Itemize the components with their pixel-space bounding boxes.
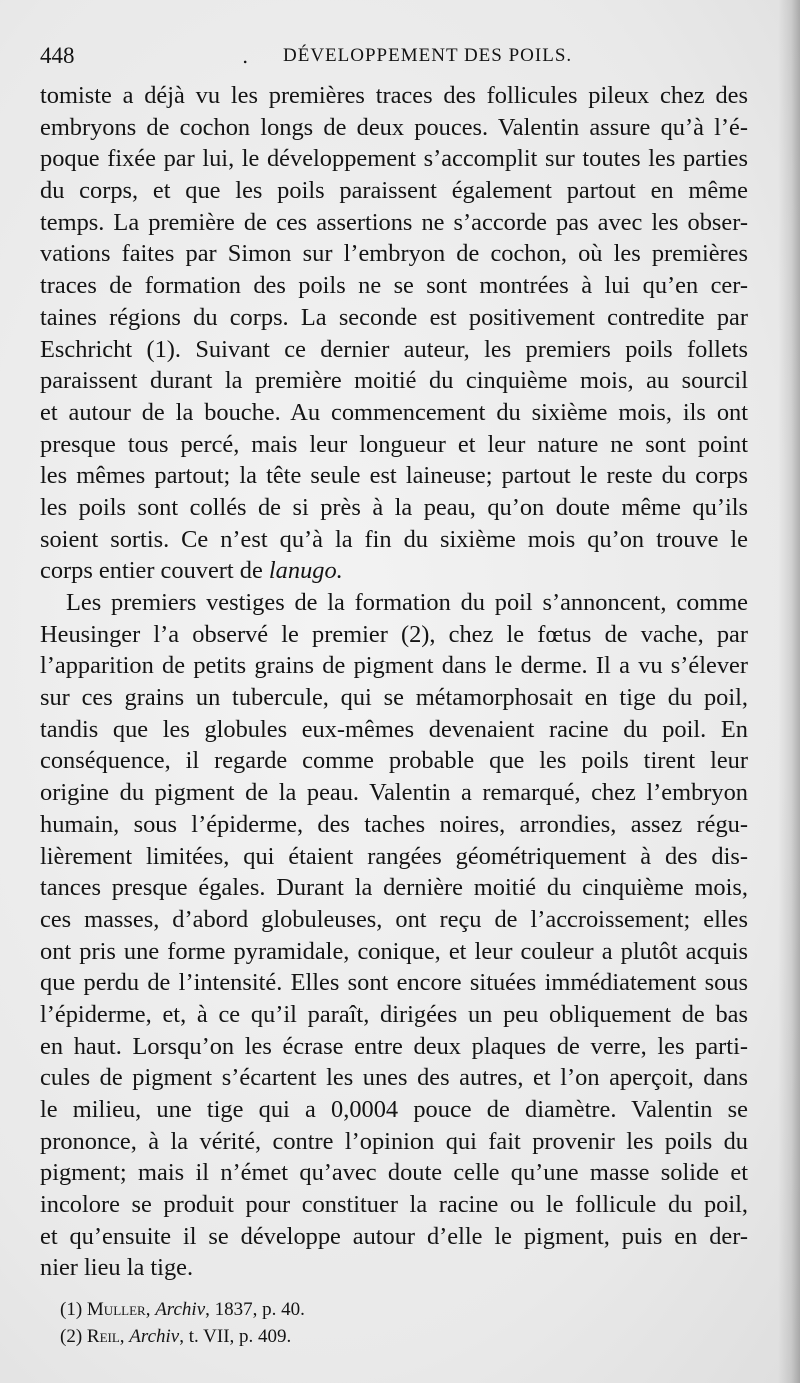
text-line: poque fixée par lui, le développement s’accomplit sur toutes les parties <box>40 145 748 173</box>
text-line: les mêmes partout; la tête seule est laineuse; partout le reste du corps <box>40 462 748 490</box>
text-line: les poils sont collés de si près à la peau, qu’on doute même qu’ils <box>40 493 748 521</box>
text-line: lièrement limitées, qui étaient rangées géométriquement à des dis- <box>40 842 748 870</box>
text-line: tandis que les globules eux-mêmes devenaient racine du poil. En <box>40 715 748 743</box>
page-number: 448 <box>40 43 75 68</box>
text-line: Eschricht (1). Suivant ce dernier auteur, les premiers poils follets <box>40 335 748 363</box>
footnote-journal: Archiv <box>155 1299 206 1320</box>
paragraph-start-line: Les premiers vestiges de la formation du poil s’annoncent, comme <box>66 589 748 616</box>
footnote-author: Muller <box>86 1299 146 1320</box>
text-line: taines régions du corps. La seconde est positivement contredite par <box>40 303 748 331</box>
footnote-journal: Archiv <box>129 1326 180 1347</box>
paragraph-end-line: nier lieu la tige. <box>40 1254 194 1282</box>
text-line: en haut. Lorsqu’on les écrase entre deux plaques de verre, les parti- <box>40 1032 748 1060</box>
paragraph-end-line <box>40 555 748 587</box>
footnote-marker: (2) <box>60 1326 83 1347</box>
text-line: Heusinger l’a observé le premier (2), chez le fœtus de vache, par <box>40 620 748 648</box>
text-line: humain, sous l’épiderme, des taches noires, arrondies, assez régu- <box>40 810 748 838</box>
spine-shadow <box>778 0 800 1383</box>
footnote-separator: , <box>145 1299 151 1320</box>
text-line: et qu’ensuite il se développe autour d’elle le pigment, puis en der- <box>40 1222 748 1250</box>
text-line: soient sortis. Ce n’est qu’à la fin du sixième mois qu’on trouve le <box>40 525 748 553</box>
text-line: vations faites par Simon sur l’embryon de cochon, où les premières <box>40 240 748 268</box>
text-line: ont pris une forme pyramidale, conique, et leur couleur a plutôt acquis <box>40 937 748 965</box>
text-line: et autour de la bouche. Au commencement du sixième mois, ils ont <box>40 398 748 426</box>
footnote-author: Reil <box>86 1326 120 1347</box>
running-title: DÉVELOPPEMENT DES POILS. <box>283 45 573 66</box>
text-line: traces de formation des poils ne se sont montrées à lui qu’en cer- <box>40 272 748 300</box>
page-header <box>40 38 760 74</box>
text-line: tances presque égales. Durant la dernière moitié du cinquième mois, <box>40 874 748 902</box>
footnote-2 <box>60 1323 660 1350</box>
text-line: temps. La première de ces assertions ne s’accorde pas avec les obser- <box>40 208 748 236</box>
footnote-citation: , 1837, p. 40. <box>205 1299 305 1320</box>
text-line: le milieu, une tige qui a 0,0004 pouce de diamètre. Valentin se <box>40 1096 748 1123</box>
footnote-citation: , t. VII, p. 409. <box>179 1326 292 1347</box>
footnote-marker: (1) <box>60 1299 83 1320</box>
text-line: corps entier couvert de <box>40 557 269 585</box>
text-line: l’apparition de petits grains de pigment dans le derme. Il a vu s’élever <box>40 652 748 680</box>
text-line: pigment; mais il n’émet qu’avec doute celle qu’une masse solide et <box>40 1159 748 1187</box>
text-line: ces masses, d’abord globuleuses, ont reçu de l’accroissement; elles <box>40 905 748 933</box>
body-text <box>40 80 748 1284</box>
text-line: incolore se produit pour constituer la racine ou le follicule du poil, <box>40 1191 748 1219</box>
footnote-separator: , <box>119 1326 125 1347</box>
footnote-1 <box>60 1296 660 1323</box>
text-line: paraissent durant la première moitié du cinquième mois, au sourcil <box>40 367 748 395</box>
text-line: prononce, à la vérité, contre l’opinion qui fait provenir les poils du <box>40 1127 748 1155</box>
text-line: embryons de cochon longs de deux pouces. Valentin assure qu’à l’é- <box>40 113 748 141</box>
footnotes <box>60 1296 660 1350</box>
header-dot: . <box>242 44 249 68</box>
text-line: sur ces grains un tubercule, qui se métamorphosait en tige du poil, <box>40 684 748 712</box>
text-line: cules de pigment s’écartent les unes des autres, et l’on aperçoit, dans <box>40 1064 748 1092</box>
text-line: origine du pigment de la peau. Valentin a remarqué, chez l’embryon <box>40 779 748 807</box>
lanugo-term: lanugo. <box>268 557 343 585</box>
text-line: du corps, et que les poils paraissent également partout en même <box>40 177 748 205</box>
text-line: presque tous percé, mais leur longueur et leur nature ne sont point <box>40 430 748 458</box>
text-line: que perdu de l’intensité. Elles sont encore situées immédiatement sous <box>40 969 748 997</box>
text-line: tomiste a déjà vu les premières traces des follicules pileux chez des <box>40 82 748 109</box>
text-line: conséquence, il regarde comme probable que les poils tirent leur <box>40 747 748 775</box>
text-line: l’épiderme, et, à ce qu’il paraît, dirigées un peu obliquement de bas <box>40 1000 748 1028</box>
